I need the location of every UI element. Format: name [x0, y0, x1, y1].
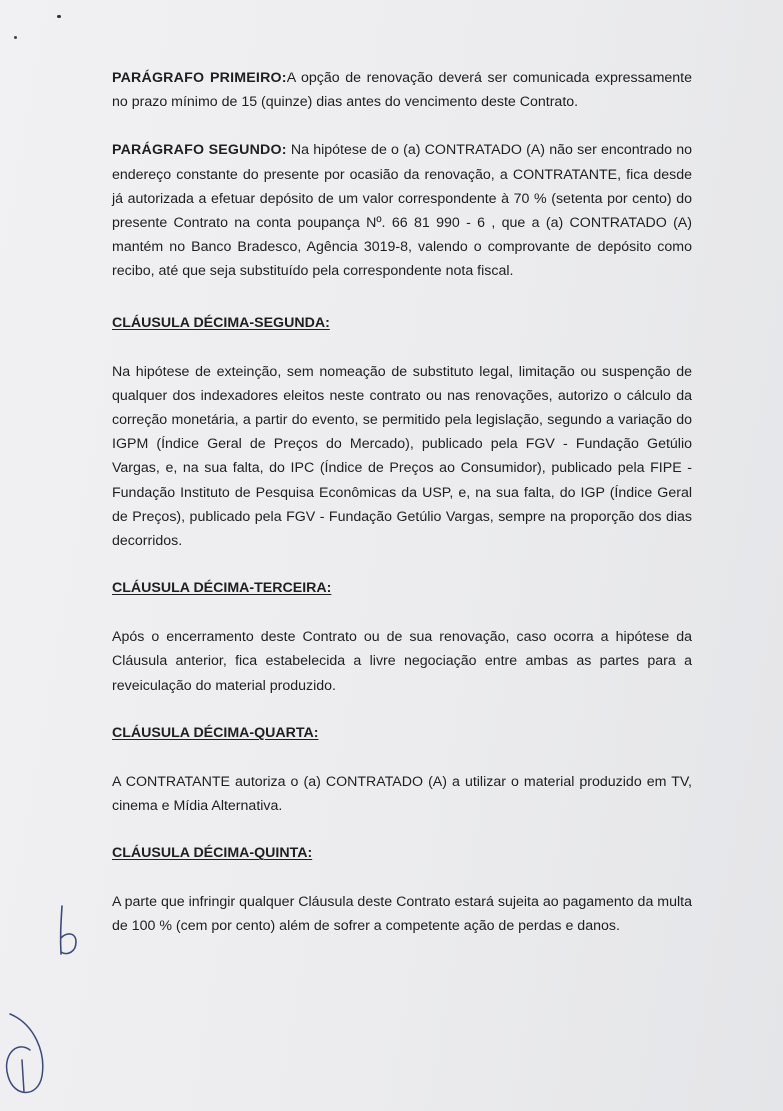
clause-heading: CLÁUSULA DÉCIMA-TERCEIRA: [112, 580, 332, 597]
scan-speck [57, 15, 61, 18]
paragraph-text: Na hipótese de o (a) CONTRATADO (A) não ser encontrado no endereço constante do presente por ocasião da renovação, a CONTRATANTE, fica desde já autorizada a efetuar depósito de um valor correspondente à 70 % (setenta por cento) do presente Contrato na conta poupança Nº. 66 81 990 - 6 , que a (a) CONTRATADO (A) mantém no Banco Bradesco, Agência 3019-8, valendo o comprovante de depósito como recibo, até que seja substituído pela correspondente nota fiscal. [112, 142, 692, 280]
paragraph-lead: PARÁGRAFO SEGUNDO: [112, 142, 287, 159]
clause-heading: CLÁUSULA DÉCIMA-SEGUNDA: [112, 314, 330, 331]
paragraph-primeiro [112, 66, 692, 114]
handwritten-initial-mark [52, 902, 86, 962]
clause-text: Na hipótese de exteinção, sem nomeação de substituto legal, limitação ou suspenção de qualquer dos indexadores eleitos neste contrato ou nas renovações, autorizo o cálculo da correção monetária, a partir do evento, se permitido pela legislação, segundo a variação do IGPM (Índice Geral de Preços do Mercado), publicado pela FGV - Fundação Getúlio Vargas, e, na sua falta, do IPC (Índice de Preços ao Consumidor), publicado pela FIPE - Fundação Instituto de Pesquisa Econômicas da USP, e, na sua falta, do IGP (Índice Geral de Preços), publicado pela FGV - Fundação Getúlio Vargas, sempre na proporção dos dias decorridos. [112, 363, 692, 550]
paragraph-lead: PARÁGRAFO PRIMEIRO: [112, 70, 287, 86]
clause-heading: CLÁUSULA DÉCIMA-QUARTA: [112, 724, 319, 741]
clause-text: A CONTRATANTE autoriza o (a) CONTRATADO (A) a utilizar o material produzido em TV, cinema e Mídia Alternativa. [112, 773, 692, 815]
contract-body [112, 66, 692, 963]
clause-text: Após o encerramento deste Contrato ou de sua renovação, caso ocorra a hipótese da Cláusula anterior, fica estabelecida a livre negociação entre ambas as partes para a reveiculação do material produzido. [112, 629, 692, 694]
scan-speck [14, 36, 17, 39]
paragraph-text: A opção de renovação deverá ser comunicada expressamente no prazo mínimo de 15 (quinze) dias antes do vencimento deste Contrato. [112, 70, 692, 111]
paragraph-segundo [112, 138, 692, 283]
clause-text: A parte que infringir qualquer Cláusula deste Contrato estará sujeita ao pagamento da multa de 100 % (cem por cento) além de sofrer a competente ação de perdas e danos. [112, 894, 692, 935]
handwritten-signature-mark [0, 1006, 60, 1106]
clause-heading: CLÁUSULA DÉCIMA-QUINTA: [112, 845, 313, 862]
